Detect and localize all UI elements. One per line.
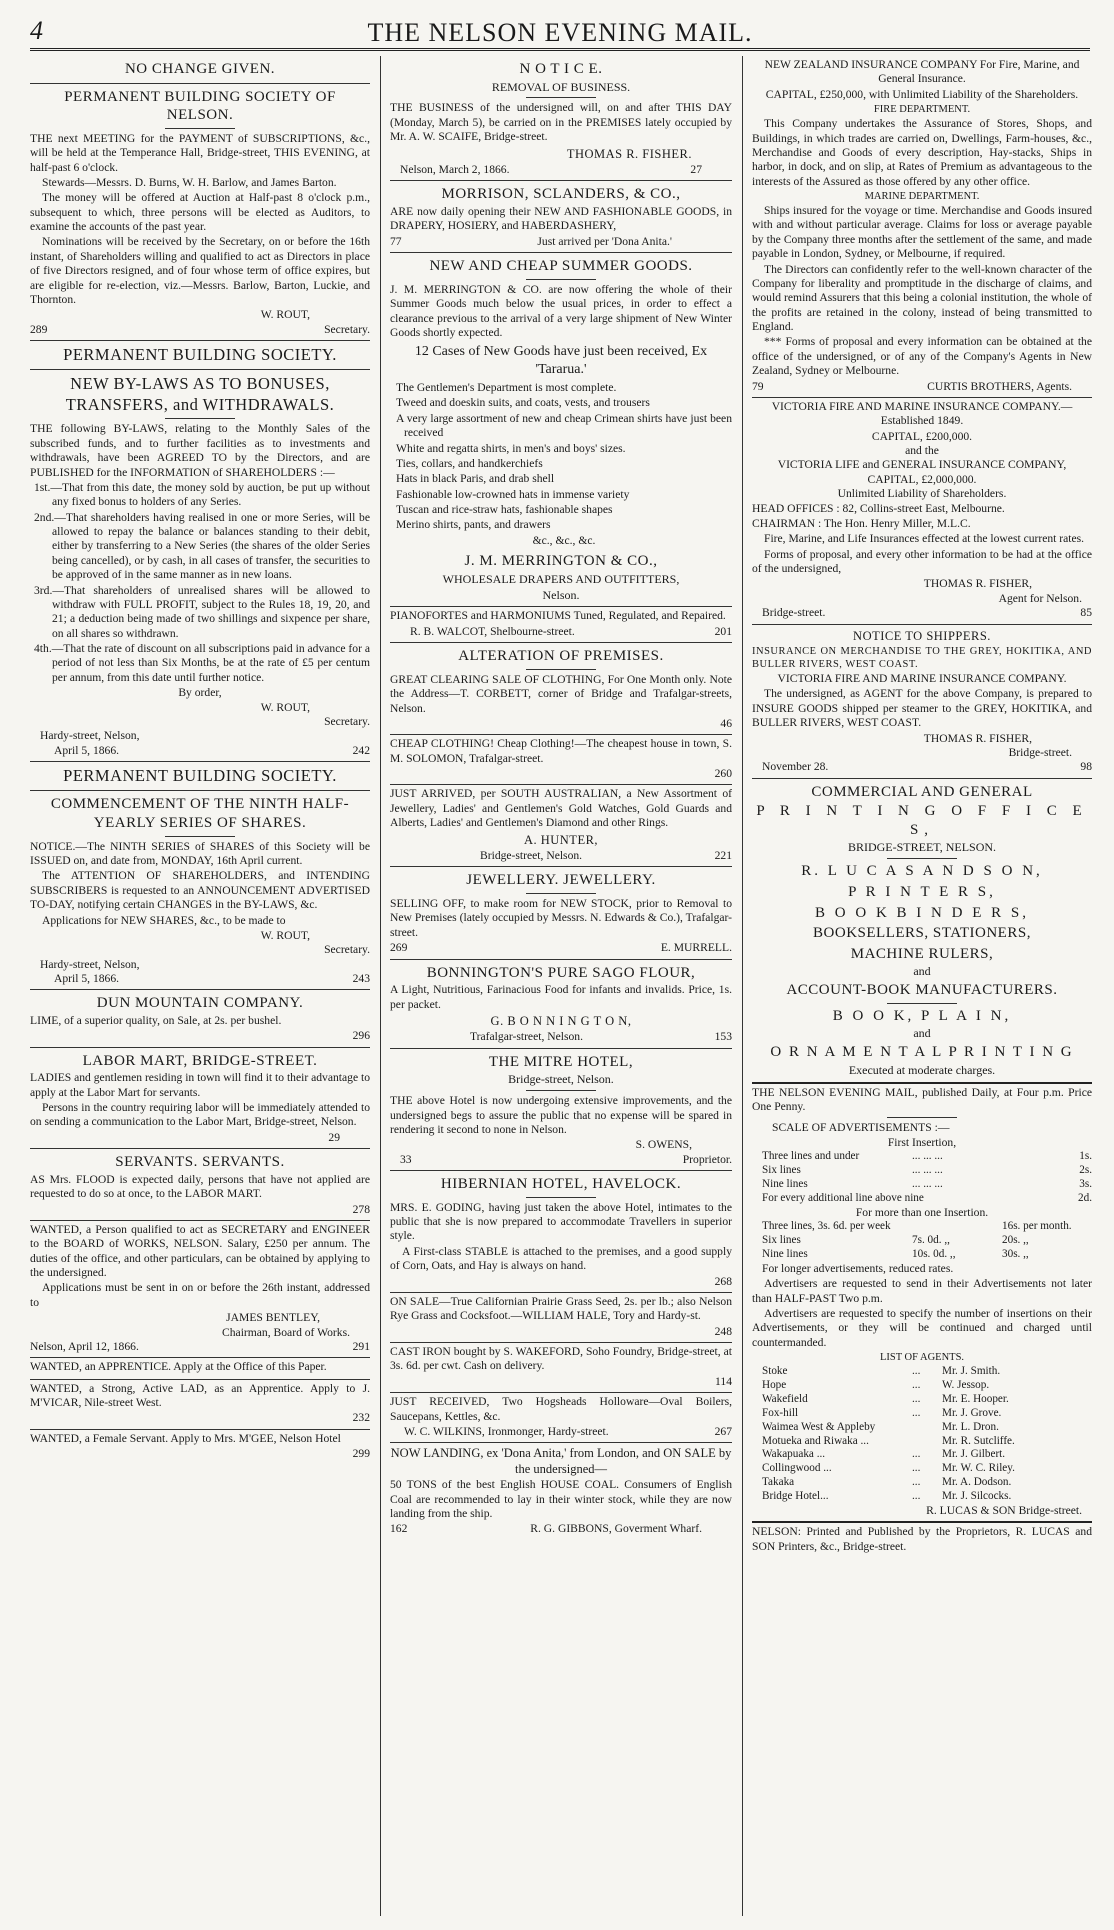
ad-lead: 12 Cases of New Goods have just been received, Ex 'Tararua.' [414, 344, 708, 377]
ad-title: VICTORIA FIRE AND MARINE INSURANCE COMPANY.—Established 1849. [771, 399, 1073, 428]
ad-text: MRS. E. GODING, having just taken the above Hotel, intimates to the public that she is now prepared to accommodate Travellers in superior style. [390, 1200, 732, 1243]
ad-grass-seed [390, 1293, 732, 1343]
ad-number: 269 [390, 941, 408, 955]
ad-subtitle: MARINE DEPARTMENT. [864, 191, 980, 203]
ad-text: Applications must be sent in on or before the 26th instant, addressed to [30, 1281, 370, 1309]
signature: CURTIS BROTHERS, Agents. [927, 379, 1072, 393]
ad-mitre-hotel [390, 1049, 732, 1171]
list-item: Ties, collars, and handkerchiefs [396, 456, 543, 470]
ad-title: PERMANENT BUILDING SOCIETY. [63, 345, 337, 365]
ad-title: MORRISON, SCLANDERS, & CO., [441, 186, 681, 203]
column-divider [380, 56, 381, 1916]
address: Bridge-street. [762, 606, 826, 620]
ad-line: MACHINE RULERS, [850, 945, 994, 962]
ad-title: SERVANTS. SERVANTS. [115, 1154, 285, 1171]
ad-building-society-heading [30, 341, 370, 370]
agents-title: LIST OF AGENTS. [879, 1352, 965, 1364]
by-law: 3rd.—That shareholders of unrealised shares will be allowed to withdraw with FULL PROFIT, subject to the Rules 18, 19, 20, and 21; a deduction being made of two shillings and sixpence per share, on all shares so withdrawn. [34, 583, 370, 640]
ad-house-coal [390, 1443, 732, 1540]
agents-list: Stoke ... Mr. J. Smith. Hope ... W. Jessop. Wakefield ... Mr. E. Hooper. Fox-hill ... Mr. J. Grove. Waimea West & Appleby Mr. L. Dron. Motueka and Riwaka ... Mr. R. Sutcliffe. Wakapuaka ... ... Mr. J. Gilbert. Collingwood ... ... Mr. W. C. Riley. Takaka ... Mr. A. Dodson. Bridge Hotel... ... Mr. J. Silcocks. [762, 1365, 1015, 1503]
ad-text: Nominations will be received by the Secretary, on or before the 16th instant, of Shareholders willing and qualified to act as Directors in place of five Directors resigned, and of four whose term of office expires, but are eligible for re-election, viz.—Messrs. Barlow, Barton, Luckie, and Thornton. [30, 235, 370, 306]
signature-role: Bridge-street. [1008, 745, 1072, 759]
address: Hardy-street, Nelson, [40, 729, 140, 743]
page-number: 4 [30, 16, 43, 45]
ad-text: NOTICE.—The NINTH SERIES of SHARES of this Society will be ISSUED on, and date from, MONDAY, 16th April current. [30, 839, 370, 868]
ad-line: and [913, 1026, 931, 1041]
ad-title: NEW BY-LAWS AS TO BONUSES, TRANSFERS, and WITHDRAWALS. [65, 374, 335, 414]
ad-text: LIME, of a superior quality, on Sale, at 2s. per bushel. [30, 1014, 282, 1027]
ad-text: SELLING OFF, to make room for NEW STOCK, prior to Removal to New Premises (lately occupied by Messrs. N. Edwards & Co.), Trafalgar-street. [390, 897, 732, 939]
ad-text: A Light, Nutritious, Farinacious Food for infants and invalids. Price, 1s. per packet. [390, 983, 732, 1011]
signature-role: Chairman, Board of Works. [222, 1325, 350, 1339]
column-1 [30, 56, 370, 1921]
list-item: Merino shirts, pants, and drawers [396, 518, 551, 532]
rates-subtitle: For more than one Insertion. [855, 1205, 989, 1219]
firm-description: WHOLESALE DRAPERS AND OUTFITTERS, [442, 571, 680, 586]
ad-line: CAPITAL, £2,000,000. [867, 472, 977, 486]
signature: THOMAS R. FISHER, [923, 731, 1032, 745]
signature-role: Secretary. [324, 714, 370, 728]
list-item: Tweed and doeskin suits, and coats, vests, and trousers [396, 396, 650, 410]
ad-hibernian-hotel [390, 1171, 732, 1293]
imprint-text: NELSON: Printed and Published by the Proprietors, R. LUCAS and SON Printers, &c., Bridge-street. [752, 1525, 1092, 1553]
ad-labor-mart [30, 1048, 370, 1149]
ad-line: P R I N T E R S, [848, 883, 996, 900]
ad-number: 114 [715, 1374, 732, 1388]
ad-title: PERMANENT BUILDING SOCIETY. [63, 766, 337, 786]
ad-number: 278 [352, 1202, 370, 1216]
ad-text: THE following BY-LAWS, relating to the Monthly Sales of the subscribed funds, and to further facilities as to investments and withdrawals, have been AGREED TO by the Directors, and are PUBLISHED for the INFORMATION of SHAREHOLDERS :— [30, 422, 370, 479]
list-item: Fashionable low-crowned hats in immense variety [396, 487, 630, 501]
ad-text: CHAIRMAN : The Hon. Henry Miller, M.L.C. [752, 516, 971, 530]
signature-role: Secretary. [324, 322, 370, 336]
ad-printing-offices [752, 779, 1092, 1084]
ad-line: CAPITAL, £200,000. [871, 429, 973, 443]
ad-line: and [913, 964, 931, 979]
ad-cheap-clothing [390, 735, 732, 785]
list-item: A very large assortment of new and cheap Crimean shirts have just been received [396, 411, 732, 440]
ad-title: ALTERATION OF PREMISES. [458, 648, 664, 665]
column-2 [390, 56, 732, 1921]
ad-text: WANTED, a Person qualified to act as SECRETARY and ENGINEER to the BOARD of WORKS, NELSON. Salary, £250 per annum. The duties of the office, and other particulars, can be obtained by applying to the undersigned. [30, 1222, 370, 1280]
ad-cast-iron [390, 1343, 732, 1393]
column-divider [742, 56, 743, 1916]
list-item: The Gentlemen's Department is most complete. [396, 381, 617, 394]
ad-text: A First-class STABLE is attached to the premises, and a good supply of Corn, Oats, and Hay is always on hand. [390, 1244, 732, 1273]
ad-building-society-meeting [30, 84, 370, 341]
signature: THOMAS R. FISHER. [566, 146, 692, 161]
ad-number: 221 [714, 849, 732, 863]
ad-line: B O O K B I N D E R S, [815, 904, 1029, 921]
ad-number: 79 [752, 379, 764, 393]
ad-number: 243 [352, 972, 370, 986]
ad-title: NO CHANGE GIVEN. [124, 61, 276, 77]
ad-text: The undersigned, as AGENT for the above Company, is prepared to INSURE GOODS shipped per steamer to the GREY, HOKITIKA, and BULLER RIVERS, WEST COAST. [752, 687, 1092, 730]
ad-text: THE NELSON EVENING MAIL, published Daily, at Four p.m. Price One Penny. [752, 1085, 1092, 1114]
by-law: 4th.—That the rate of discount on all subscriptions paid in advance for a period of not less than Six Months, be at the rate of £5 per centum per annum, from this date until further notice. [34, 642, 370, 684]
ad-text: For longer advertisements, reduced rates. [762, 1261, 954, 1275]
ad-number: 98 [1080, 760, 1092, 774]
ad-number: 162 [390, 1522, 408, 1536]
ad-victoria-insurance [752, 398, 1092, 625]
ad-text: Ships insured for the voyage or time. Merchandise and Goods insured with and without particular average. Claims for loss or average payable by the Company three months after the settlement of the same, and made payable in London, Sydney, or Melbourne, if required. [752, 204, 1092, 261]
ad-ninth-series [30, 791, 370, 990]
signature: R. G. GIBBONS, Goverment Wharf. [530, 1522, 702, 1536]
ad-number: 201 [714, 624, 732, 638]
ad-text: PIANOFORTES and HARMONIUMS Tuned, Regulated, and Repaired. [390, 609, 726, 623]
ad-text: WANTED, a Strong, Active LAD, as an Apprentice. Apply to J. M'VICAR, Nile-street West. [30, 1381, 370, 1410]
ad-subtitle: Bridge-street, Nelson. [508, 1072, 614, 1087]
ad-text: The ATTENTION OF SHAREHOLDERS, and INTENDING SUBSCRIBERS is requested to an ANNOUNCEMENT ADVERTISED TO-DAY, notifying certain CHANGES in the BY-LAWS, &c. [30, 869, 370, 912]
ad-text: THE above Hotel is now undergoing extensive improvements, and the undersigned begs to assure the public that no expense will be spared in rendering it second to none in Nelson. [390, 1094, 732, 1136]
ad-title: N O T I C E. [519, 61, 603, 77]
date: April 5, 1866. [54, 972, 120, 986]
ad-number: 27 [690, 163, 702, 177]
ad-text: Stewards—Messrs. D. Burns, W. H. Barlow, and James Barton. [42, 175, 337, 189]
ad-number: 232 [352, 1411, 370, 1425]
ad-line: ACCOUNT-BOOK MANUFACTURERS. [786, 982, 1058, 999]
signature-role: Proprietor. [682, 1152, 732, 1166]
ad-text: LADIES and gentlemen residing in town will find it to their advantage to apply at the Labor Mart for servants. [30, 1071, 370, 1099]
ad-text: CAPITAL, £250,000, with Unlimited Liability of the Shareholders. [765, 87, 1079, 101]
ad-text: VICTORIA FIRE AND MARINE INSURANCE COMPANY. [777, 672, 1067, 686]
ad-number: 153 [714, 1030, 732, 1044]
rates-title: SCALE OF ADVERTISEMENTS :— [772, 1121, 950, 1135]
list-item: Tuscan and rice-straw hats, fashionable shapes [396, 503, 613, 516]
date: November 28. [762, 760, 829, 774]
ad-notice-shippers [752, 625, 1092, 779]
ad-title: P R I N T I N G O F F I C E S, [756, 803, 1088, 838]
ad-text: WANTED, an APPRENTICE. Apply at the Office of this Paper. [30, 1360, 327, 1374]
ad-text: INSURANCE ON MERCHANDISE TO THE GREY, HOKITIKA, AND BULLER RIVERS, WEST COAST. [752, 646, 1092, 671]
ad-just-arrived-jewellery [390, 785, 732, 867]
ad-servants [30, 1149, 370, 1221]
ad-text: Forms of proposal, and every other information to be had at the office of the undersigned, [752, 547, 1092, 576]
ad-title: PERMANENT BUILDING SOCIETY OF NELSON. [64, 88, 336, 124]
signature-role: Secretary. [324, 943, 370, 957]
ad-wanted-secretary [30, 1221, 370, 1358]
rates-table-first: Three lines and under ... ... ... 1s. Six lines ... ... ... 2s. Nine lines ... ... ... 3s. For every additional line above nine 2d. [762, 1150, 1092, 1204]
ad-title: NEW ZEALAND INSURANCE COMPANY For Fire, Marine, and General Insurance. [764, 58, 1080, 86]
ad-text: 50 TONS of the best English HOUSE COAL. Consumers of English Coal are recommended to lay in their winter stock, while they are now landing from the ship. [390, 1478, 732, 1521]
ad-title: COMMERCIAL AND GENERAL [811, 783, 1033, 800]
ad-text: Advertisers are requested to specify the number of insertions on their Advertisements, or they will be continued and charged until countermanded. [752, 1306, 1092, 1349]
ad-subtitle: FIRE DEPARTMENT. [873, 104, 971, 116]
ad-title: JEWELLERY. JEWELLERY. [466, 872, 656, 889]
ad-line: and the [905, 444, 939, 458]
ad-text: Persons in the country requiring labor will be immediately attended to on sending a communication to the Labor Mart, Bridge-street, Nelson. [30, 1101, 370, 1129]
ad-title: HIBERNIAN HOTEL, HAVELOCK. [440, 1176, 682, 1193]
ad-line: R. L U C A S A N D S O N, [801, 863, 1043, 880]
ad-number: 46 [720, 716, 732, 730]
ad-text: CHEAP CLOTHING! Cheap Clothing!—The cheapest house in town, S. M. SOLOMON, Trafalgar-street. [390, 737, 732, 765]
ad-subtitle: BRIDGE-STREET, NELSON. [847, 840, 997, 855]
ad-wanted-lad [30, 1380, 370, 1430]
signature: W. ROUT, [260, 928, 310, 942]
ad-number: 248 [714, 1324, 732, 1338]
ad-number: 85 [1080, 606, 1092, 620]
ad-title: LABOR MART, BRIDGE-STREET. [82, 1052, 318, 1069]
ad-text: The Directors can confidently refer to the well-known character of the Company for liberality and promptitude in the discharge of claims, and would remind Assurers that this being a colonial institution, the whole of the profits are retained in the colony, instead of being transmitted to England. [752, 262, 1092, 334]
ad-number: 33 [400, 1152, 412, 1166]
ad-sago-flour [390, 960, 732, 1049]
ad-text: WANTED, a Female Servant. Apply to Mrs. M'GEE, Nelson Hotel [30, 1431, 341, 1445]
ad-text: W. C. WILKINS, Ironmonger, Hardy-street. [404, 1424, 609, 1438]
ad-number: 296 [352, 1029, 370, 1043]
ad-text: Fire, Marine, and Life Insurances effected at the lowest current rates. [764, 532, 1085, 546]
ad-line: Executed at moderate charges. [848, 1062, 996, 1077]
rates-table-more: Three lines, 3s. 6d. per week 16s. per month. Six lines 7s. 0d. ,, 20s. ,, Nine lines 10s. 0d. ,, 30s. ,, [762, 1220, 1072, 1260]
list-item: &c., &c., &c. [532, 533, 596, 547]
ad-number: 260 [714, 767, 732, 781]
ad-line: B O O K, P L A I N, [832, 1007, 1012, 1024]
ad-title: THE MITRE HOTEL, [488, 1053, 634, 1070]
signature: R. B. WALCOT, Shelbourne-street. [410, 624, 575, 638]
ad-title: NOW LANDING, ex 'Dona Anita,' from London, and ON SALE by the undersigned— [390, 1446, 732, 1476]
ad-text: THE BUSINESS of the undersigned will, on and after THIS DAY (Monday, March 5), be carried on in the PREMISES lately occupied by Mr. A. W. SCAIFE, Bridge-street. [390, 101, 732, 144]
date: Nelson, April 12, 1866. [30, 1339, 139, 1353]
list-item: White and regatta shirts, in men's and boys' sizes. [396, 441, 626, 455]
ad-text: HEAD OFFICES : 82, Collins-street East, Melbourne. [752, 501, 1005, 515]
imprint [752, 1523, 1092, 1558]
column-3 [752, 56, 1092, 1921]
signature: G. B O N N I N G T O N, [490, 1013, 632, 1028]
ad-line: O R N A M E N T A L P R I N T I N G [770, 1044, 1074, 1061]
address: Hardy-street, Nelson, [40, 957, 140, 971]
ad-text: THE next MEETING for the PAYMENT of SUBSCRIPTIONS, &c., will be held at the Temperance Hall, Bridge-street, THIS EVENING, at half-past 6 o'clock. [30, 131, 370, 174]
ad-text: ARE now daily opening their NEW AND FASHIONABLE GOODS, in DRAPERY, HOSIERY, and HABERDASHERY, [390, 205, 732, 233]
ad-text: Advertisers are requested to send in their Advertisements not later than HALF-PAST Two p.m. [752, 1277, 1092, 1305]
signature: THOMAS R. FISHER, [923, 577, 1032, 591]
ad-text: CAST IRON bought by S. WAKEFORD, Soho Foundry, Bridge-street, at 3s. 6d. per cwt. Cash on delivery. [390, 1345, 732, 1373]
ad-summer-goods [390, 253, 732, 607]
ad-text: JUST ARRIVED, per SOUTH AUSTRALIAN, a New Assortment of Jewellery, Ladies' and Gentlemen's Gold Watches, Gold Guards and Alberts, Ladies' and Gentlemen's Diamond and other Rings. [390, 787, 732, 830]
newspaper-title: THE NELSON EVENING MAIL. [367, 18, 753, 47]
signature: JAMES BENTLEY, [226, 1311, 320, 1325]
ad-text: J. M. MERRINGTON & CO. are now offering the whole of their Summer Goods much below the usual prices, in order to effect a clearance previous to the arrival of a very large shipment of New Winter Goods shortly expected. [390, 282, 732, 339]
signature: E. MURRELL. [660, 941, 732, 955]
by-law: 1st.—That from this date, the money sold by auction, be put up without any fixed bonus to holders of any Series. [34, 480, 370, 509]
ad-line: Unlimited Liability of Shareholders. [837, 487, 1007, 501]
ad-jewellery [390, 867, 732, 959]
ad-text: AS Mrs. FLOOD is expected daily, persons that have not applied are requested to do so at once, to the LABOR MART. [30, 1172, 370, 1201]
ad-text: This Company undertakes the Assurance of Stores, Shops, and Buildings, in which trades are carried on, Dwellings, Farm-houses, &c., Merchandise and Goods of every description, Hay-stacks, Ships in harbor, in dock, and on slip, at Rates of Premium as advantageous to the interests of the Assured as those offered by any other office. [752, 117, 1092, 188]
by-law: 2nd.—That shareholders having realised in one or more Series, will be allowed to repay the balance or balances standing to their debit, either by transferring to a New Series (the shares of the older Series being cancelled), or by cash, in all cases of transfer, the securities to be approved of in the same manner as in new loans. [34, 510, 370, 582]
ad-removal-notice [390, 56, 732, 181]
ad-holloware [390, 1393, 732, 1443]
ad-title: COMMENCEMENT OF THE NINTH HALF-YEARLY SERIES OF SHARES. [50, 796, 350, 832]
ad-line: BOOKSELLERS, STATIONERS, [813, 925, 1031, 942]
signature-role: Agent for Nelson. [998, 591, 1082, 605]
ad-pianofortes [390, 607, 732, 643]
ad-number: 299 [352, 1447, 370, 1461]
list-item: Hats in black Paris, and drab shell [396, 472, 555, 486]
ad-wanted-servant [30, 1430, 370, 1465]
ad-text: The money will be offered at Auction at Half-past 8 o'clock p.m., subsequent to which, three persons will be elected as Auditors, to examine the accounts of the past year. [30, 191, 370, 234]
ad-title: DUN MOUNTAIN COMPANY. [96, 995, 304, 1012]
ad-title: BONNINGTON'S PURE SAGO FLOUR, [426, 964, 696, 981]
ad-number: 291 [352, 1339, 370, 1353]
ad-wanted-apprentice [30, 1358, 370, 1379]
ad-number: 267 [714, 1424, 732, 1438]
ad-dun-mountain [30, 990, 370, 1047]
ad-text: ON SALE—True Californian Prairie Grass Seed, 2s. per lb.; also Nelson Rye Grass and Cocksfoot.—WILLIAM HALE, Tory and Hardy-st. [390, 1294, 732, 1323]
ad-subtitle: REMOVAL OF BUSINESS. [491, 79, 631, 94]
ad-text: Applications for NEW SHARES, &c., to be made to [42, 913, 286, 927]
ad-morrison-sclanders [390, 181, 732, 253]
ad-advertising-rates [752, 1084, 1092, 1524]
by-order: By order, [178, 686, 222, 700]
firm-name: J. M. MERRINGTON & CO., [464, 553, 658, 570]
ad-title: NEW AND CHEAP SUMMER GOODS. [429, 258, 693, 275]
ad-no-change [30, 56, 370, 84]
ad-text: *** Forms of proposal and every information can be obtained at the office of the undersigned, or of any of the Company's Agents in New Zealand, Sydney or Melbourne. [752, 335, 1092, 378]
ad-line: VICTORIA LIFE and GENERAL INSURANCE COMPANY, [777, 458, 1067, 472]
signature: W. ROUT, [260, 308, 310, 322]
ad-title: NOTICE TO SHIPPERS. [853, 628, 991, 643]
masthead [30, 14, 1090, 51]
signature: W. ROUT, [260, 700, 310, 714]
date: Nelson, March 2, 1866. [400, 163, 510, 177]
address: Bridge-street, Nelson. [480, 849, 583, 863]
date: April 5, 1866. [54, 743, 120, 757]
ad-number: 268 [714, 1274, 732, 1288]
ad-nz-insurance [752, 56, 1092, 398]
signature: R. LUCAS & SON Bridge-street. [926, 1504, 1082, 1517]
ad-text: JUST RECEIVED, Two Hogsheads Holloware—Oval Boilers, Saucepans, Kettles, &c. [390, 1395, 732, 1423]
ad-alteration-premises [390, 643, 732, 735]
address: Nelson. [542, 587, 580, 602]
ad-number: 289 [30, 322, 48, 336]
ad-number: 29 [328, 1130, 340, 1144]
signature: S. OWENS, [635, 1138, 692, 1152]
address: Trafalgar-street, Nelson. [470, 1030, 583, 1044]
ad-new-by-laws [30, 370, 370, 762]
ad-text: Just arrived per 'Dona Anita.' [537, 234, 672, 248]
ad-building-society-heading-2 [30, 762, 370, 791]
ad-number: 242 [352, 743, 370, 757]
ad-text: GREAT CLEARING SALE OF CLOTHING, For One Month only. Note the Address—T. CORBETT, corner of Bridge and Trafalgar-streets, Nelson. [390, 672, 732, 715]
signature: A. HUNTER, [523, 832, 599, 847]
ad-number: 77 [390, 234, 402, 248]
rates-subtitle: First Insertion, [887, 1135, 957, 1149]
